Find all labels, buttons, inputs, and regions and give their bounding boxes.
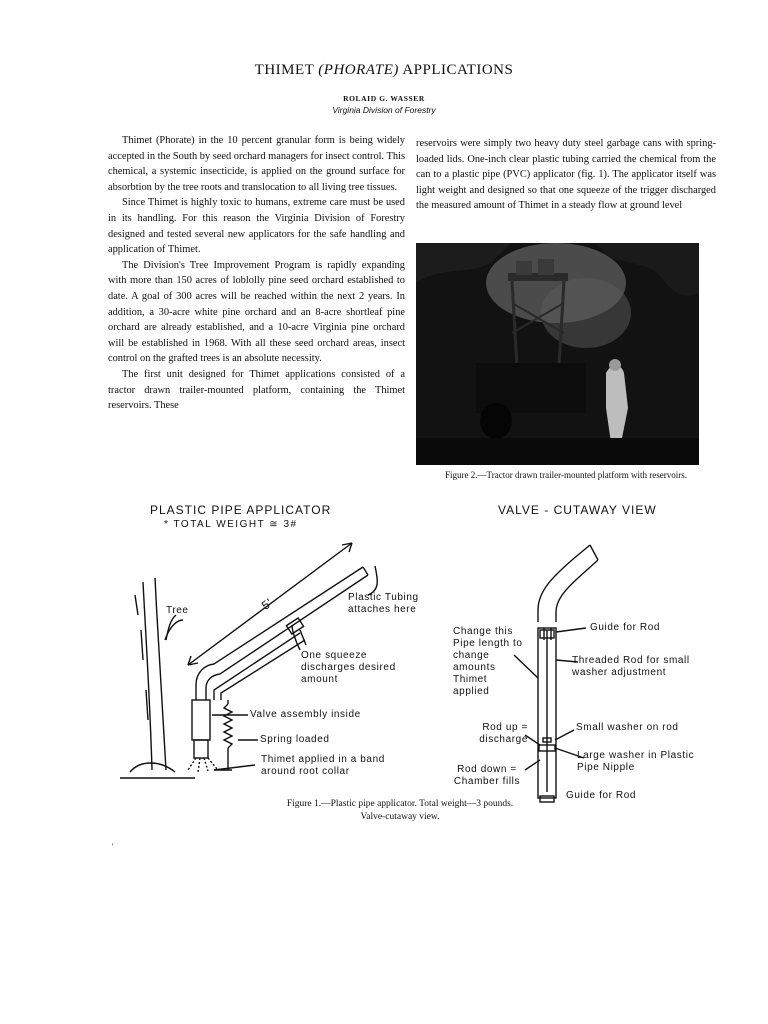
figure-2-caption: Figure 2.—Tractor drawn trailer-mounted platform with reservoirs. [445,470,687,480]
label-spring-loaded: Spring loaded [260,734,330,745]
paragraph: The Division's Tree Improvement Program is rapidly expanding with more than 150 acres of loblolly pine seed orchard established to date. A goal of 300 acres will be reached within the next 2 years. In addition, a 30-acre white pine orchard and an 8-acre shortleaf pine orchard are already established, and a 10-acre Virginia pine orchard will be established in 1968. With all these seed orchard areas, insect control on the grafted trees is an absolute necessity. [108,259,405,365]
stray-mark: ' [112,842,114,851]
label-guide-top: Guide for Rod [590,622,661,633]
figure-1-subtitle: * TOTAL WEIGHT ≅ 3# [164,519,298,530]
label-thimet-band: Thimet applied in a band around root collar [261,754,385,777]
label-large-washer: Large washer in Plastic Pipe Nipple [577,750,695,773]
label-length: 5' [258,595,276,613]
affiliation: Virginia Division of Forestry [332,105,436,115]
title-text: THIMET [254,62,319,78]
paragraph: Thimet (Phorate) in the 10 percent granular form is being widely accepted in the South by seed orchard managers for insect control. This chemical, a systemic insecticide, is applied on the ground surface for absorbtion by the tree roots and translocation to all living tree tissues. [108,135,406,193]
figure-1-title: PLASTIC PIPE APPLICATOR [150,503,332,517]
label-change-pipe-length: Change this Pipe length to change amounts Thimet applied [453,626,523,697]
label-rod-up: Rod up = discharge [479,722,528,745]
title-text-end: APPLICATIONS [398,62,514,78]
figure-1-caption-line1: Figure 1.—Plastic pipe applicator. Total weight—3 pounds. [286,799,514,809]
paragraph: The first unit designed for Thimet applications consisted of a tractor drawn trailer-mounted platform, containing the Thimet reservoirs. These [108,368,405,412]
label-guide-bottom: Guide for Rod [566,790,637,801]
label-threaded-rod: Threaded Rod for small washer adjustment [572,655,690,678]
label-small-washer: Small washer on rod [576,722,679,733]
figure-1-caption-line2: Valve-cutaway view. [360,811,440,822]
label-tree: Tree [166,605,189,616]
author: ROLAID G. WASSER [343,94,425,103]
label-valve-assembly: Valve assembly inside [250,709,361,720]
paragraph: reservoirs were simply two heavy duty steel garbage cans with spring-loaded lids. One-inch clear plastic tubing carried the chemical from the can to a plastic pipe (PVC) applicator (fig. 1). The applicator itself was light weight and designed so that one squeeze of the trigger discharged the measured amount of Thimet in a steady flow at ground level [416,138,716,212]
figure-2-title: VALVE - CUTAWAY VIEW [498,503,657,517]
label-rod-down: Rod down = Chamber fills [453,764,521,787]
paragraph: Since Thimet is highly toxic to humans, extreme care must be used in its handling. For this reason the Virginia Division of Forestry designed and tested several new applicators for the safe handling and application of Thimet. [108,197,405,256]
label-one-squeeze: One squeeze discharges desired amount [301,650,396,685]
label-plastic-tubing: Plastic Tubing attaches here [348,592,419,615]
figure-1-caption [200,798,600,823]
title-italic: (PHORATE) [318,62,399,78]
